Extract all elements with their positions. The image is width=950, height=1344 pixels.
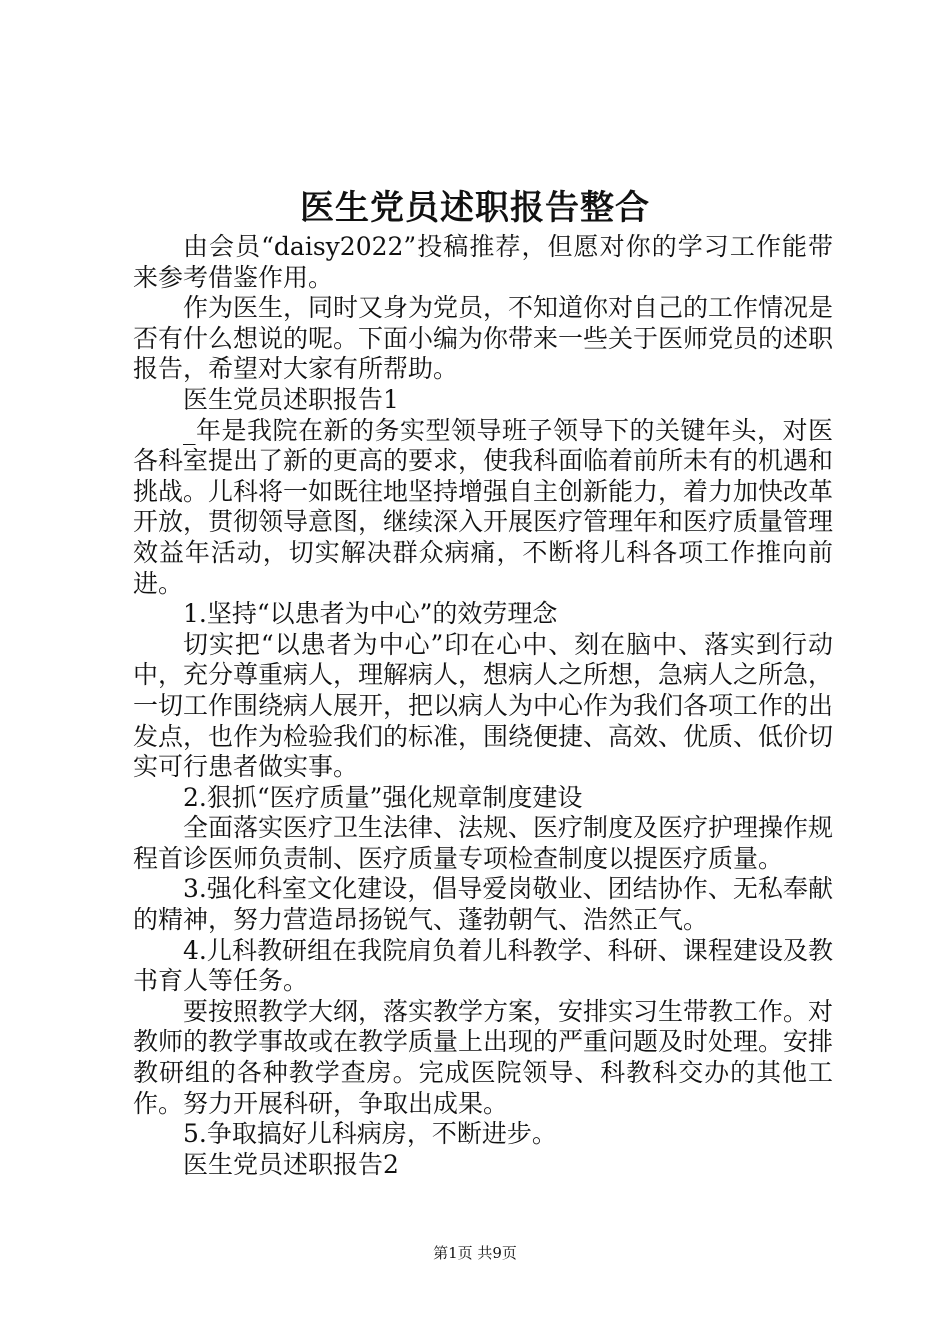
paragraph-intro: 由会员“daisy2022”投稿推荐，但愿对你的学习工作能带来参考借鉴作用。 [133,232,833,292]
list-item-3: 3.强化科室文化建设，倡导爱岗敬业、团结协作、无私奉献的精神，努力营造昂扬锐气、蓬勃朝气、浩然正气。 [133,874,833,935]
section-heading-report-1: 医生党员述职报告1 [183,384,399,414]
paragraph-year-overview: _年是我院在新的务实型领导班子领导下的关键年头，对医各科室提出了新的更高的要求，使我科面临着前所未有的机遇和挑战。儿科将一如既往地坚持增强自主创新能力，着力加快改革开放，贯彻领导意图，继续深入开展医疗管理年和医疗质量管理效益年活动，切实解决群众病痛，不断将儿科各项工作推向前进。 [133,415,834,598]
list-item-2: 2.狠抓“医疗质量”强化规章制度建设 [183,782,583,812]
paragraph-patient-centered: 切实把“以患者为中心”印在心中、刻在脑中、落实到行动中，充分尊重病人，理解病人，想病人之所想，急病人之所急，一切工作围绕病人展开，把以病人为中心作为我们各项工作的出发点，也作为检验我们的标准，围绕便捷、高效、优质、低价切实可行患者做实事。 [133,629,834,782]
list-item-1: 1.坚持“以患者为中心”的效劳理念 [183,599,558,629]
paragraph-medical-quality: 全面落实医疗卫生法律、法规、医疗制度及医疗护理操作规程首诊医师负责制、医疗质量专项检查制度以提医疗质量。 [133,813,834,873]
document-body [133,232,833,1180]
list-item-4: 4.儿科教研组在我院肩负着儿科教学、科研、课程建设及教书育人等任务。 [133,935,833,996]
paragraph-preface: 作为医生，同时又身为党员，不知道你对自己的工作情况是否有什么想说的呢。下面小编为你带来一些关于医师党员的述职报告，希望对大家有所帮助。 [133,293,834,384]
section-heading-report-2: 医生党员述职报告2 [183,1149,399,1179]
page-footer: 第1页 共9页 [433,1244,517,1262]
document-title: 医生党员述职报告整合 [300,188,650,228]
paragraph-teaching: 要按照教学大纲，落实教学方案，安排实习生带教工作。对教师的教学事故或在教学质量上出现的严重问题及时处理。安排教研组的各种教学查房。完成医院领导、科教科交办的其他工作。努力开展科研，争取出成果。 [133,996,834,1118]
list-item-5: 5.争取搞好儿科病房，不断进步。 [183,1119,557,1149]
